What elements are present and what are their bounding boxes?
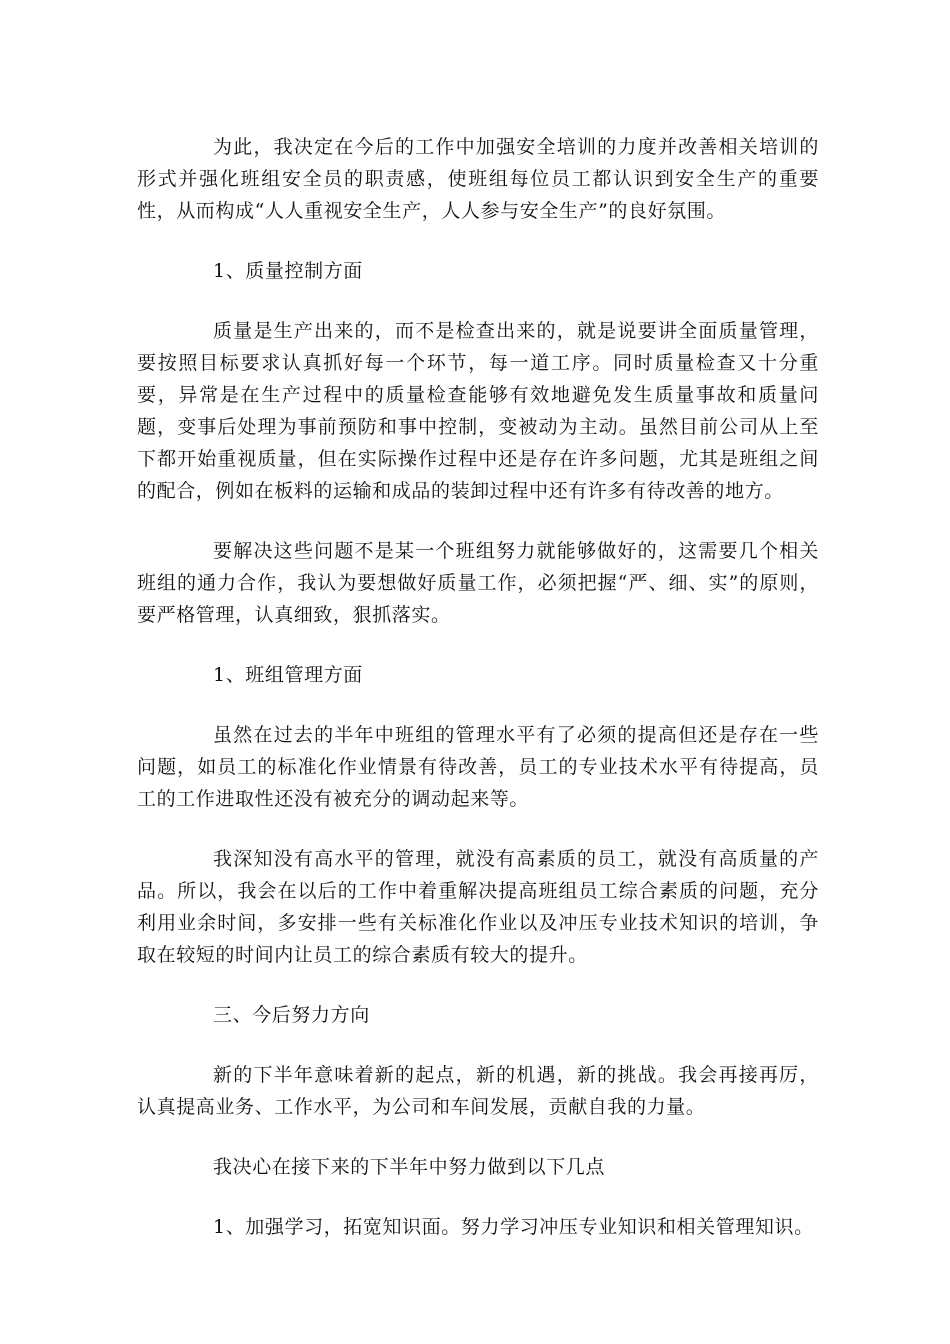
- list-item-strengthen-learning: 1、加强学习，拓宽知识面。努力学习冲压专业知识和相关管理知识。: [213, 1216, 814, 1238]
- paragraph-quality-cooperation: 要解决这些问题不是某一个班组努力就能够做好的，这需要几个相关班组的通力合作，我认为要想做好质量工作，必须把握“严、细、实”的原则，要严格管理，认真细致，狠抓落实。: [137, 540, 819, 626]
- section-heading-future-direction: 三、今后努力方向: [213, 1004, 370, 1026]
- paragraph-team-training: 我深知没有高水平的管理，就没有高素质的员工，就没有高质量的产品。所以，我会在以后的工作中着重解决提高班组员工综合素质的问题，充分利用业余时间，多安排一些有关标准化作业以及冲压专业技术知识的培训，争取在较短的时间内让员工的综合素质有较大的提升。: [137, 848, 819, 966]
- paragraph-quality-management: 质量是生产出来的，而不是检查出来的，就是说要讲全面质量管理，要按照目标要求认真抓好每一个环节，每一道工序。同时质量检查又十分重要，异常是在生产过程中的质量检查能够有效地避免发生质量事故和质量问题，变事后处理为事前预防和事中控制，变被动为主动。虽然目前公司从上至下都开始重视质量，但在实际操作过程中还是存在许多问题，尤其是班组之间的配合，例如在板料的运输和成品的装卸过程中还有许多有待改善的地方。: [137, 320, 819, 502]
- paragraph-safety-training: 为此，我决定在今后的工作中加强安全培训的力度并改善相关培训的形式并强化班组安全员的职责感，使班组每位员工都认识到安全生产的重要性，从而构成“人人重视安全生产，人人参与安全生产”的良好氛围。: [137, 136, 819, 222]
- paragraph-team-problems: 虽然在过去的半年中班组的管理水平有了必须的提高但还是存在一些问题，如员工的标准化作业情景有待改善，员工的专业技术水平有待提高，员工的工作进取性还没有被充分的调动起来等。: [137, 724, 819, 810]
- section-heading-quality-control: 1、质量控制方面: [213, 260, 363, 282]
- paragraph-resolution-intro: 我决心在接下来的下半年中努力做到以下几点: [213, 1156, 606, 1178]
- paragraph-new-half-year: 新的下半年意味着新的起点，新的机遇，新的挑战。我会再接再厉，认真提高业务、工作水平，为公司和车间发展，贡献自我的力量。: [137, 1064, 819, 1118]
- section-heading-team-management: 1、班组管理方面: [213, 664, 363, 686]
- document-body: [137, 131, 819, 1271]
